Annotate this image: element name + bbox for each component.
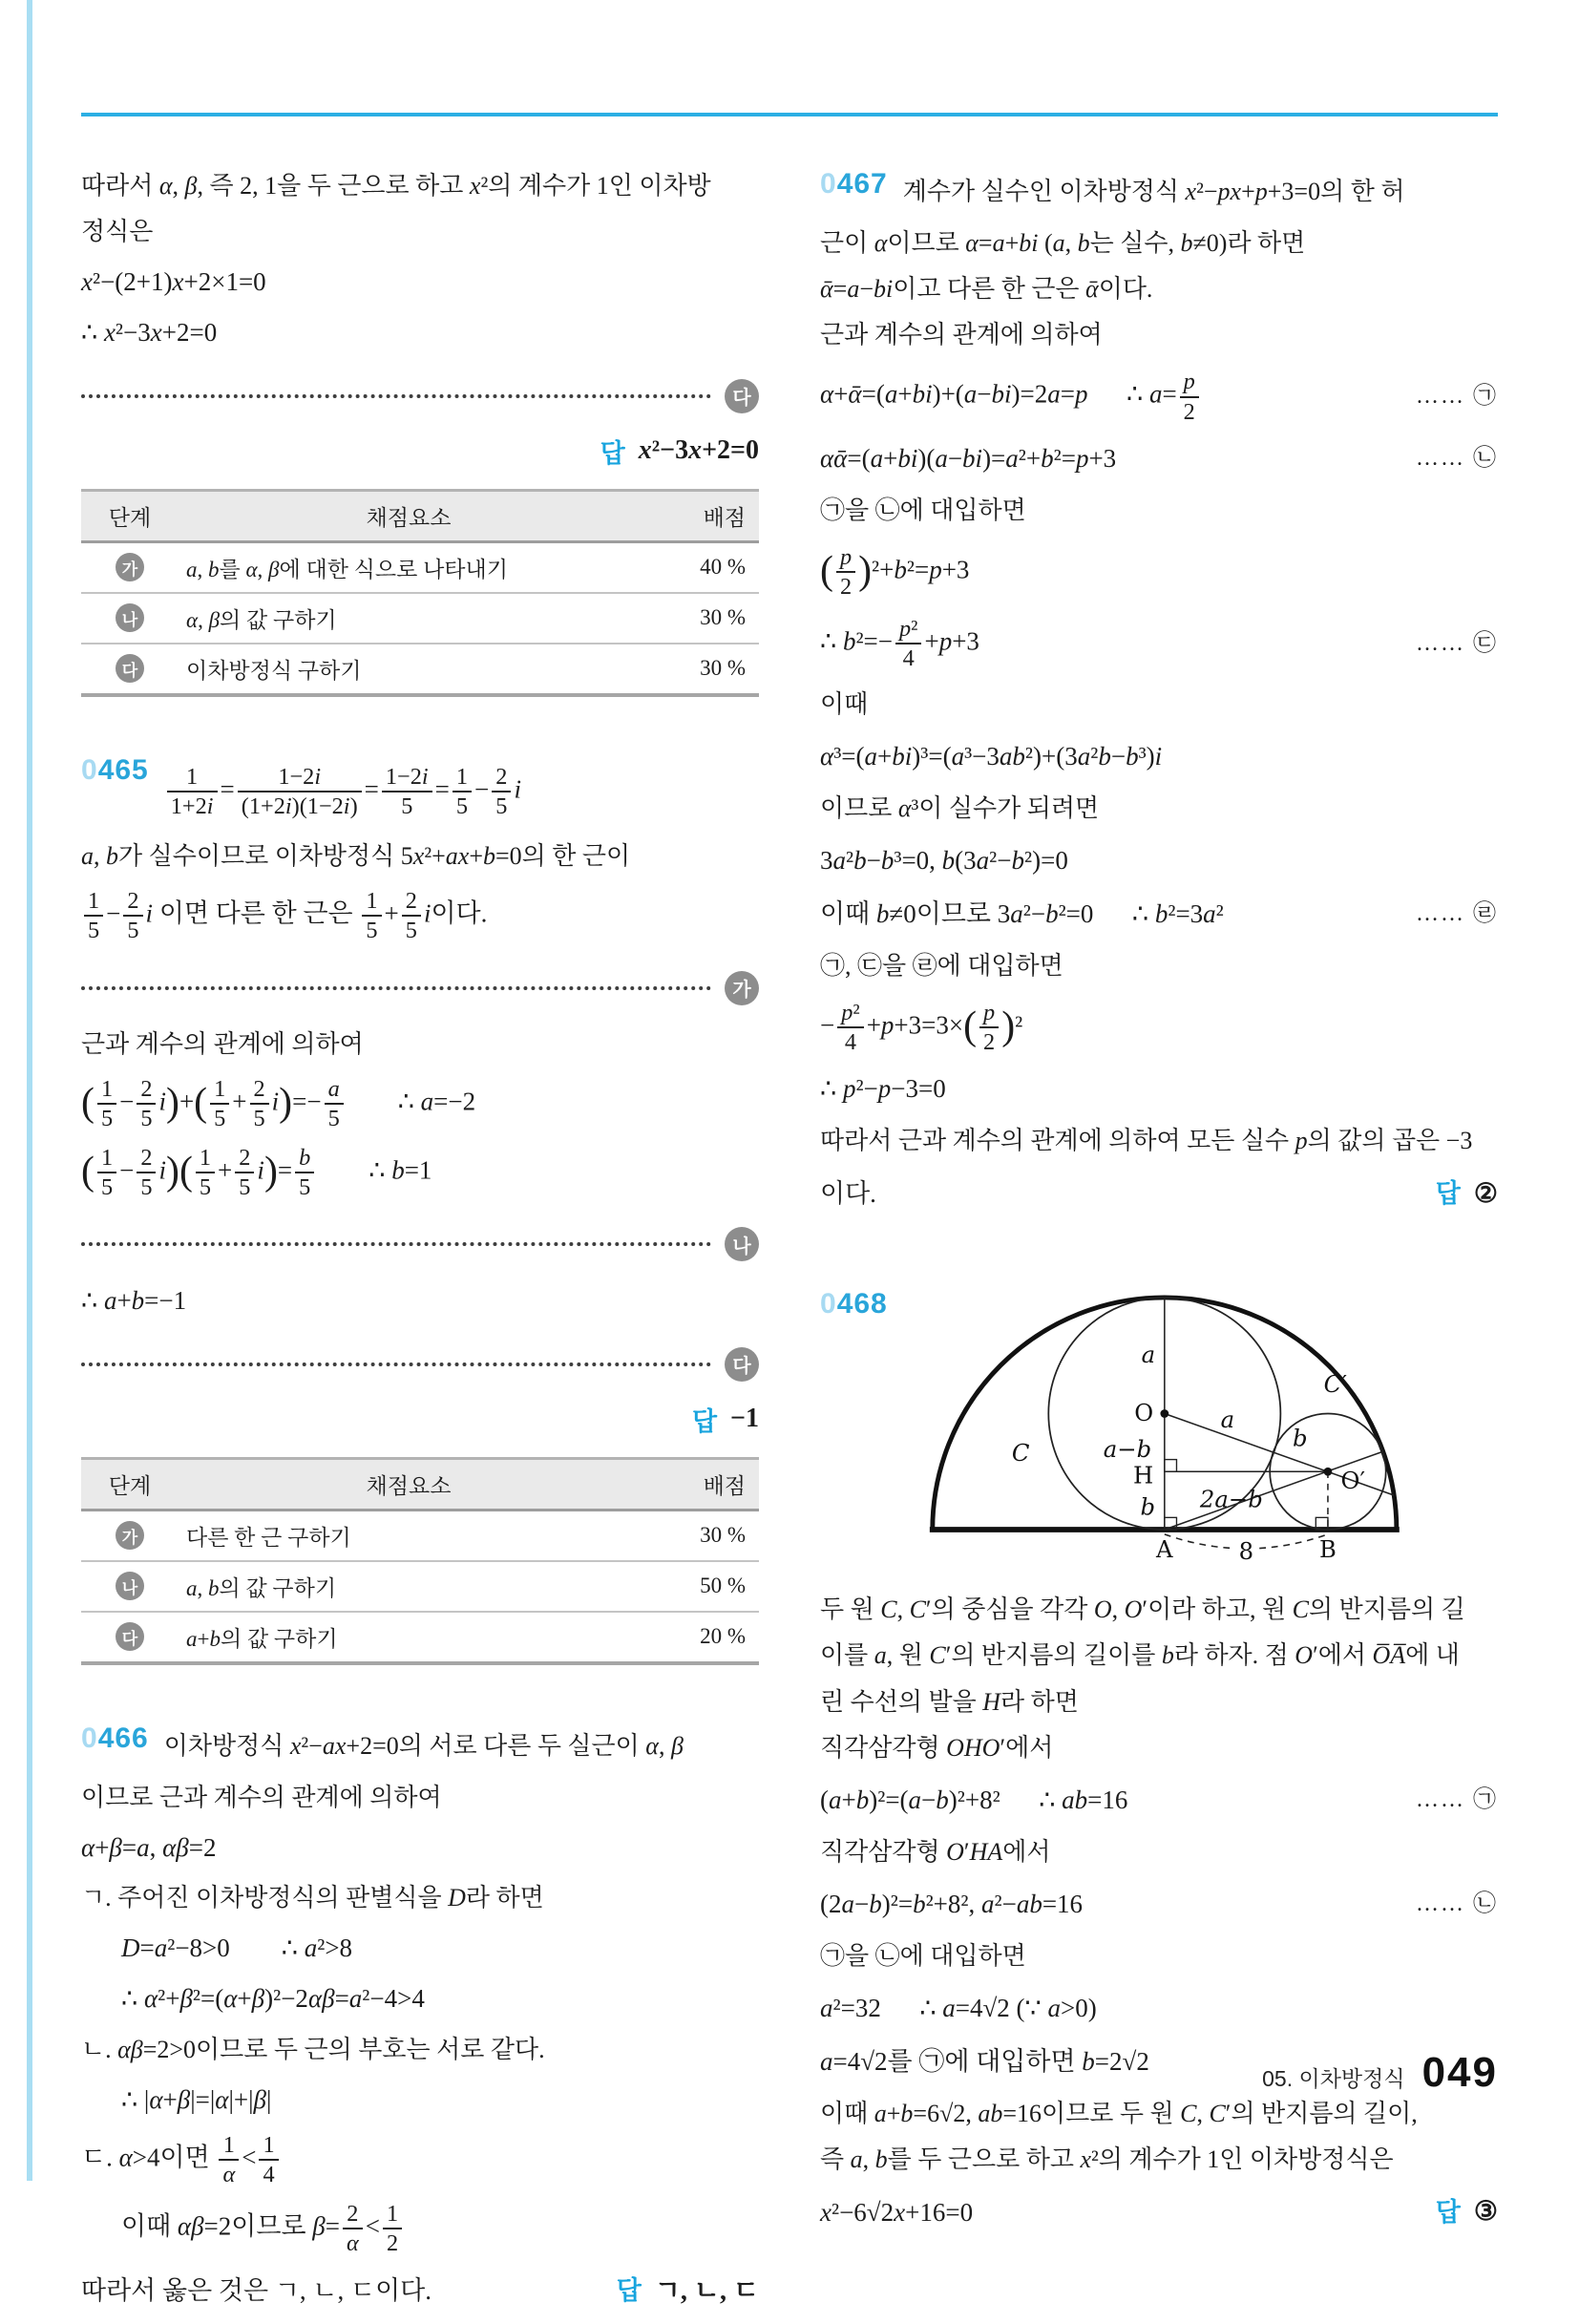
ref-tag: …… ㉡: [1416, 1891, 1498, 1917]
text-line: ㄴ. αβ=2>0이므로 두 근의 부호는 서로 같다.: [81, 2035, 545, 2063]
conclusion-line: x²−6√2x+16=0 답 ③: [820, 2191, 1498, 2234]
item-cell: a, b의 값 구하기: [179, 1561, 639, 1612]
text-line: a, b가 실수이므로 이차방정식 5x²+ax+b=0의 한 근이: [81, 842, 631, 870]
score-cell: 30 %: [700, 656, 746, 681]
text-line: ㉠, ㉢을 ㉣에 대입하면: [820, 951, 1063, 980]
item-cell: a+b의 값 구하기: [186, 1626, 338, 1651]
text-line: 이때 a+b=6√2, ab=16이므로 두 원 C, C′의 반지름의 길이,: [820, 2099, 1418, 2127]
text-line: 정식은: [81, 218, 154, 246]
answer-line: [81, 433, 759, 470]
score-cell: 30 %: [639, 1510, 759, 1561]
fig-label-C-prime: C′: [1324, 1370, 1348, 1399]
answer-value: x²−3x+2=0: [638, 435, 759, 466]
top-rule: [81, 113, 1498, 116]
table-row: [81, 593, 759, 644]
text-line: 계수가 실수인 이차방정식 x²−px+p+3=0의 한 허: [902, 178, 1405, 205]
semicircle-figure: [925, 1286, 1460, 1573]
fig-label-b-mid: b: [1293, 1424, 1308, 1452]
fig-label-a-minus-b: a−b: [1104, 1435, 1152, 1464]
step-separator: [81, 379, 759, 413]
answer-value: ③: [1473, 2196, 1498, 2227]
text-line: 근이 α이므로 α=a+bi (a, b는 실수, b≠0)라 하면: [820, 229, 1306, 258]
equation-line: ∴ a+b=−1: [81, 1286, 187, 1316]
fig-label-H: H: [1133, 1461, 1154, 1489]
ref-tag: …… ㉣: [1416, 900, 1498, 926]
item-cell: a, b를 α, β에 대한 식으로 나타내기: [179, 541, 639, 593]
answer-label: 답: [600, 438, 625, 468]
equation-line: ( $\frac{p}{2}$ )²+b²=p+3: [820, 544, 970, 601]
text-line: 따라서 옳은 것은 ㄱ, ㄴ, ㄷ이다.: [81, 2276, 432, 2306]
text-line: 이다.: [820, 1179, 876, 1209]
fig-label-8: 8: [1239, 1537, 1254, 1566]
problem-number: 0468: [820, 1288, 888, 1320]
fig-label-b-low: b: [1140, 1492, 1156, 1521]
answer-value: ②: [1473, 1178, 1498, 1209]
left-column: [81, 160, 759, 2324]
score-cell: 50 %: [639, 1561, 759, 1612]
step-separator: [81, 1347, 759, 1382]
fig-label-a-mid: a: [1221, 1405, 1235, 1434]
equation-line: 3a²b−b³=0, b(3a²−b²)=0: [820, 846, 1068, 876]
text-line: 이차방정식 x²−ax+2=0의 서로 다른 두 실근이 α, β: [163, 1731, 684, 1760]
step-badge: 다: [725, 379, 759, 413]
answer-label: 답: [1435, 1179, 1461, 1209]
page-number: 049: [1421, 2049, 1498, 2096]
text-line: 이를 a, 원 C′의 반지름의 길이를 b라 하자. 점 O′에서 O̅A̅에 내: [820, 1641, 1460, 1670]
text-line: 따라서 근과 계수의 관계에 의하여 모든 실수 p의 값의 곱은 −3: [820, 1127, 1473, 1155]
step-badge: 나: [116, 603, 144, 632]
text-line: 두 원 C, C′의 중심을 각각 O, O′이라 하고, 원 C의 반지름의 길: [820, 1595, 1465, 1624]
equation-line: α+β=a, αβ=2: [81, 1832, 217, 1862]
step-badge: 다: [116, 654, 144, 683]
point-O-prime: [1324, 1468, 1333, 1476]
problem-number: 0465: [81, 753, 149, 786]
equation-line: ∴ α²+β²=(α+β)²−2αβ=a²−4>4: [121, 1984, 425, 2014]
col-score: 배점: [639, 1458, 759, 1510]
text-line: 즉 a, b를 두 근으로 하고 x²의 계수가 1인 이차방정식은: [820, 2144, 1394, 2173]
page-content: [81, 113, 1498, 2324]
equation-line: − $\frac{\text{p²}}{4}$ +p+3=3×( $\frac{p}{2}$ )²: [820, 999, 1023, 1056]
equation-line: αᾱ=(a+bi)(a−bi)=a²+b²=p+3 …… ㉡: [820, 438, 1498, 479]
text-line: ᾱ=a−bi이고 다른 한 근은 ᾱ이다.: [820, 275, 1153, 304]
equation-line: x²−(2+1)x+2×1=0: [81, 267, 266, 297]
text-line: 이므로 근과 계수의 관계에 의하여: [81, 1783, 442, 1811]
table-row: [81, 1561, 759, 1612]
ref-tag: …… ㉠: [1416, 1787, 1498, 1813]
step-badge: 다: [725, 1347, 759, 1382]
right-angle-H: [1165, 1460, 1177, 1472]
equation-line: ∴ |α+β|=|α|+|β|: [121, 2084, 272, 2114]
answer-value: −1: [730, 1404, 759, 1434]
fig-label-C: C: [1012, 1439, 1030, 1468]
score-cell: 40 %: [639, 541, 759, 593]
table-header-row: [81, 1458, 759, 1510]
equation-line: 이때 αβ=2이므로 β= $\frac{2}{\alpha}$ < $\frac{1}{2}$: [81, 2199, 759, 2258]
equation-line: ㄷ. α>4이면 $\frac{1}{\alpha}$ < $\frac{1}{4}$: [81, 2130, 759, 2189]
item-cell: α, β의 값 구하기: [179, 593, 639, 644]
ref-tag: …… ㉢: [1416, 630, 1498, 656]
text-line: 이때: [820, 689, 869, 718]
step-badge: 가: [116, 1521, 144, 1550]
problem-number: 0467: [820, 168, 888, 200]
page-footer: [1262, 2049, 1498, 2097]
item-cell: 이차방정식 구하기: [186, 658, 362, 683]
equation-line: ∴ b²=− $\frac{\text{p²}}{4}$ +p+3 …… ㉢: [820, 615, 1498, 671]
text-line: 린 수선의 발을 H라 하면: [820, 1687, 1079, 1716]
item-cell: 다른 한 근 구하기: [179, 1510, 639, 1561]
step-badge: 가: [116, 553, 144, 581]
text-line: ㄱ. 주어진 이차방정식의 판별식을 D라 하면: [81, 1884, 544, 1912]
col-step: 단계: [81, 1458, 179, 1510]
col-item: 채점요소: [179, 1458, 639, 1510]
equation-line: ( $\frac{1}{5}$ − $\frac{2}{5}$ i)( $\frac{1}{5}$ + $\frac{2}{5}$ i)= $\frac{b}{5}$ ∴ b=1: [81, 1145, 432, 1201]
fig-label-A: A: [1156, 1535, 1173, 1564]
text-line: 직각삼각형 OHO′에서: [820, 1733, 1054, 1762]
equation-line: α³=(a+bi)³=(a³−3ab²)+(3a²b−b³)i: [820, 742, 1163, 771]
equation-line: D=a²−8>0 ∴ a²>8: [121, 1933, 353, 1963]
col-score: 배점: [639, 490, 759, 541]
text-line: ㉠을 ㉡에 대입하면: [820, 496, 1026, 525]
equation-line: $\frac{1}{5}$ − $\frac{2}{5}$ i 이면 다른 한 근은 $\frac{1}{5}$ + $\frac{2}{5}$ i이다.: [81, 886, 759, 945]
equation-line: (2a−b)²=b²+8², a²−ab=16 …… ㉡: [820, 1884, 1498, 1925]
equation-line: ( $\frac{1}{5}$ − $\frac{2}{5}$ i)+( $\frac{1}{5}$ + $\frac{2}{5}$ i)=− $\frac{a}{5}$ ∴ a=−2: [81, 1075, 476, 1131]
scoring-table: [81, 1457, 759, 1665]
fig-label-O-prime: O′: [1340, 1467, 1366, 1495]
table-row: [81, 541, 759, 593]
text-line: 따라서 α, β, 즉 2, 1을 두 근으로 하고 x²의 계수가 1인 이차방: [81, 172, 711, 200]
dotted-rule: [81, 1363, 711, 1366]
equation-line: (a+b)²=(a−b)²+8² ∴ ab=16 …… ㉠: [820, 1780, 1498, 1821]
conclusion-line: [820, 1173, 1498, 1216]
text-line: ㉠을 ㉡에 대입하면: [820, 1942, 1026, 1971]
point-O: [1161, 1409, 1169, 1418]
answer-label: 답: [691, 1406, 718, 1436]
answer-line: [81, 1401, 759, 1438]
fig-label-B: B: [1319, 1535, 1337, 1564]
right-column: [820, 160, 1498, 2246]
table-row: [81, 644, 759, 695]
problem-0465: [81, 752, 759, 1665]
ref-tag: …… ㉡: [1416, 446, 1498, 472]
answer-label: 답: [616, 2276, 642, 2306]
problem-0467: [820, 166, 1498, 1215]
chapter-title: 05. 이차방정식: [1262, 2066, 1405, 2091]
step-badge: 나: [116, 1572, 144, 1600]
score-cell: 30 %: [639, 593, 759, 644]
dotted-rule: [81, 394, 711, 398]
step-separator: [81, 1227, 759, 1261]
step-badge: 나: [725, 1227, 759, 1261]
fig-label-O: O: [1134, 1399, 1154, 1427]
step-badge: 가: [725, 971, 759, 1005]
col-item: 채점요소: [179, 490, 639, 541]
answer-label: 답: [1435, 2197, 1461, 2227]
table-header-row: [81, 490, 759, 541]
text-line: 이므로 α³이 실수가 되려면: [820, 794, 1100, 823]
scoring-table: [81, 489, 759, 697]
equation-line: ∴ p²−p−3=0: [820, 1074, 946, 1104]
dotted-rule: [81, 986, 711, 990]
equation-line: ∴ x²−3x+2=0: [81, 318, 218, 348]
text-line: 근과 계수의 관계에 의하여: [81, 1029, 364, 1058]
table-row: [81, 1612, 759, 1663]
answer-value: ㄱ, ㄴ, ㄷ: [654, 2275, 759, 2306]
equation-line: a=4√2를 ㉠에 대입하면 b=2√2: [820, 2046, 1149, 2076]
equation-line: a²=32 ∴ a=4√2 (∵ a>0): [820, 1994, 1097, 2023]
fig-label-2a-minus-b: 2a−b: [1200, 1486, 1264, 1514]
text-line: 근과 계수의 관계에 의하여: [820, 321, 1103, 349]
text-line: 직각삼각형 O′HA에서: [820, 1837, 1051, 1866]
table-row: [81, 1510, 759, 1561]
col-step: 단계: [81, 490, 179, 541]
step-separator: [81, 971, 759, 1005]
fig-label-a-top: a: [1141, 1341, 1156, 1369]
problem-0466: [81, 1721, 759, 2313]
page-edge-accent: [27, 0, 32, 2181]
equation-line: 이때 b≠0이므로 3a²−b²=0 ∴ b²=3a² …… ㉣: [820, 894, 1498, 935]
ref-tag: …… ㉠: [1416, 384, 1498, 410]
score-cell: 20 %: [700, 1624, 746, 1649]
equation-line: $\frac{1}{1+2i}$ = $\frac{1-2i}{(1+2i)(1-2i)}$ = $\frac{1-2i}{5}$ = $\frac{1}{5}$ − $\frac{2}{5}$ i: [164, 762, 759, 821]
problem-number: 0466: [81, 1722, 149, 1754]
equation-line: α+ᾱ=(a+bi)+(a−bi)=2a=p ∴ a= $\frac{p}{2}$ …… ㉠: [820, 369, 1498, 425]
step-badge: 다: [116, 1622, 144, 1651]
conclusion-line: [81, 2271, 759, 2313]
dotted-rule: [81, 1242, 711, 1246]
